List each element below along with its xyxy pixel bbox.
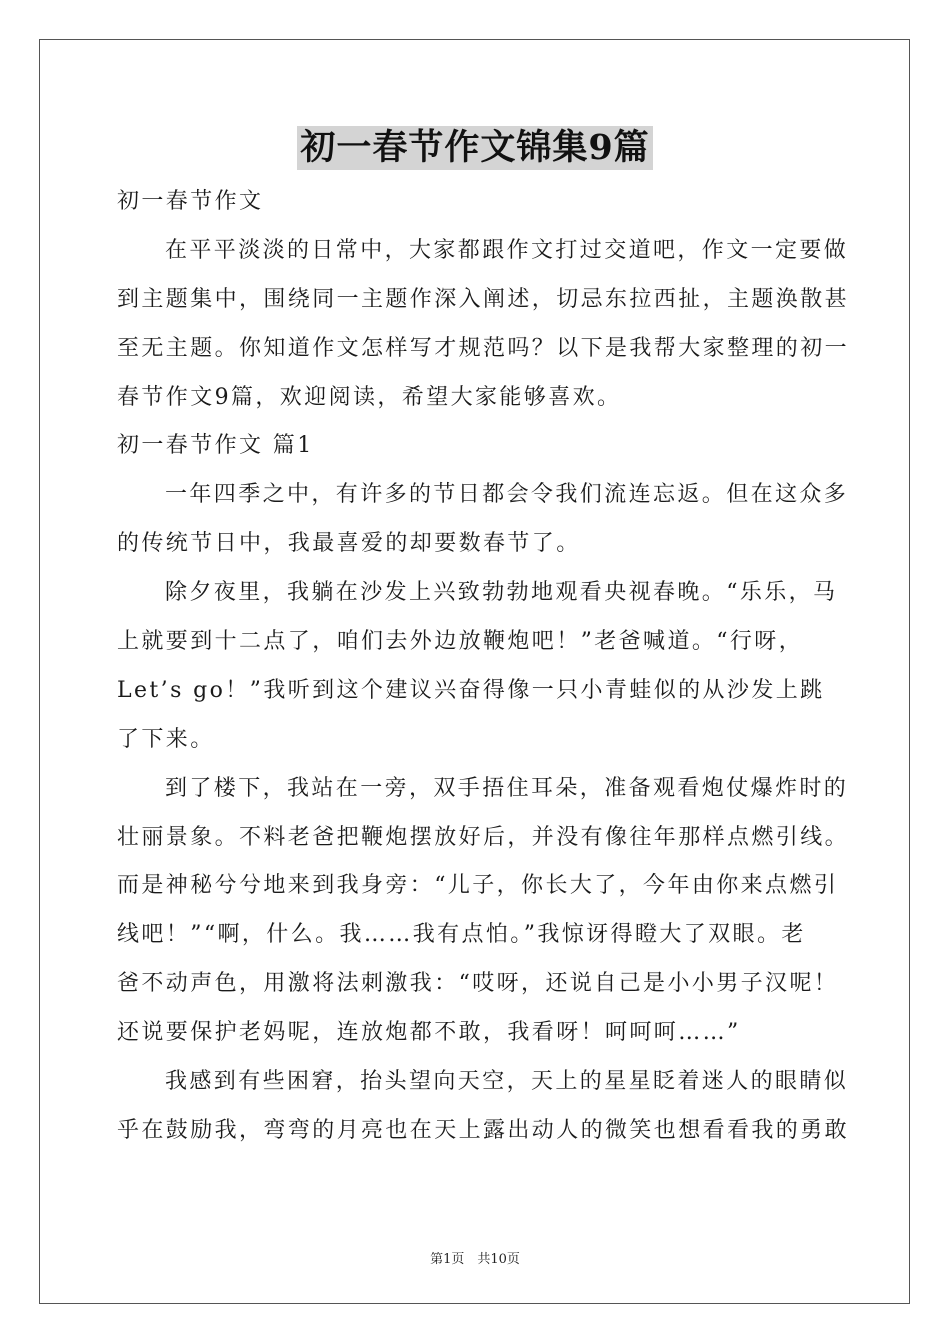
text-line: 线吧！”“啊，什么。我……我有点怕。”我惊讶得瞪大了双眼。老 xyxy=(117,922,806,948)
text-line: Let’s go！”我听到这个建议兴奋得像一只小青蛙似的从沙发上跳 xyxy=(117,677,825,703)
page-footer: 第1页 共10页 xyxy=(430,1252,520,1267)
text-line: 了下来。 xyxy=(117,726,215,752)
document-title: 初一春节作文锦集9篇 xyxy=(297,126,652,170)
text-line: 还说要保护老妈呢，连放炮都不敢，我看呀！呵呵呵……” xyxy=(117,1020,741,1046)
text-line: 的传统节日中，我最喜爱的却要数春节了。 xyxy=(117,531,581,557)
text-line: 至无主题。你知道作文怎样写才规范吗？以下是我帮大家整理的初一 xyxy=(117,335,850,361)
text-line: 到了楼下，我站在一旁，双手捂住耳朵，准备观看炮仗爆炸时的 xyxy=(165,775,849,801)
text-line: 壮丽景象。不料老爸把鞭炮摆放好后，并没有像往年那样点燃引线。 xyxy=(117,824,850,850)
text-line: 一年四季之中，有许多的节日都会令我们流连忘返。但在这众多 xyxy=(165,482,849,508)
text-line: 在平平淡淡的日常中，大家都跟作文打过交道吧，作文一定要做 xyxy=(165,237,849,263)
text-line: 春节作文9篇，欢迎阅读，希望大家能够喜欢。 xyxy=(117,384,622,410)
title-container xyxy=(0,126,950,170)
text-line: 初一春节作文 篇1 xyxy=(117,433,314,459)
text-line: 乎在鼓励我，弯弯的月亮也在天上露出动人的微笑也想看看我的勇敢 xyxy=(117,1117,850,1143)
text-line: 而是神秘兮兮地来到我身旁：“儿子，你长大了，今年由你来点燃引 xyxy=(117,873,839,899)
text-line: 爸不动声色，用激将法刺激我：“哎呀，还说自己是小小男子汉呢！ xyxy=(117,971,839,997)
text-line: 除夕夜里，我躺在沙发上兴致勃勃地观看央视春晚。“乐乐，马 xyxy=(165,580,838,606)
text-line: 我感到有些困窘，抬头望向天空，天上的星星眨着迷人的眼睛似 xyxy=(165,1069,849,1095)
text-line: 初一春节作文 xyxy=(117,189,264,214)
text-line: 上就要到十二点了，咱们去外边放鞭炮吧！”老爸喊道。“行呀， xyxy=(117,629,804,655)
text-line: 到主题集中，围绕同一主题作深入阐述，切忌东拉西扯，主题涣散甚 xyxy=(117,286,850,312)
document-body xyxy=(117,178,850,1156)
